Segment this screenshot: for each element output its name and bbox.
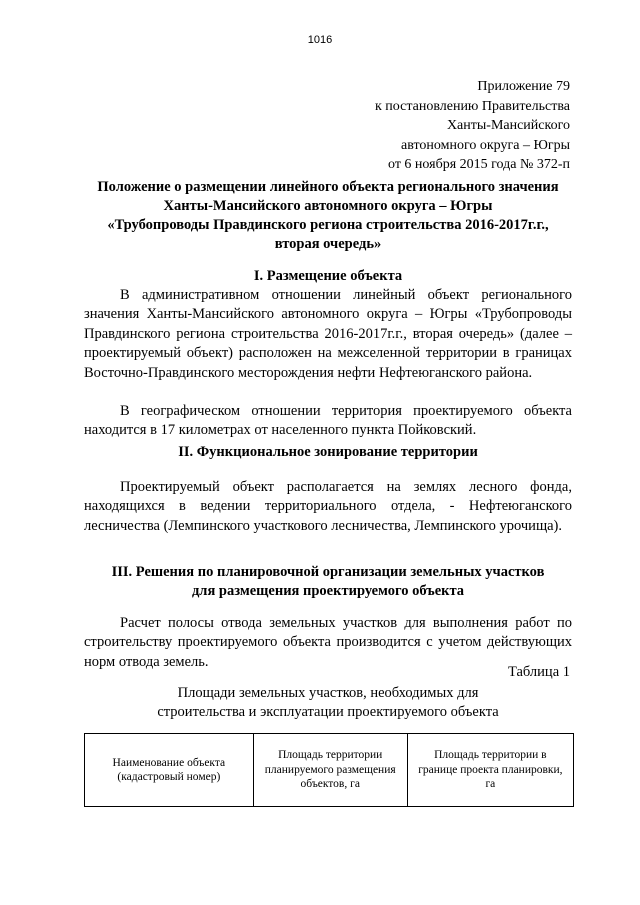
table-title: [84, 684, 572, 722]
section-2-paragraph-1: Проектируемый объект располагается на землях лесного фонда, находящихся в ведении территориального отдела, - Нефтеюганского лесничества (Лемпинского участкового лесничества, Лемпинского урочища).: [84, 479, 572, 534]
title-line: Ханты-Мансийского автономного округа – Югры: [163, 198, 493, 214]
appendix-line: от 6 ноября 2015 года № 372-п: [388, 157, 570, 172]
land-area-table: [84, 733, 574, 807]
title-line: «Трубопроводы Правдинского региона строительства 2016-2017г.г.,: [107, 217, 549, 233]
appendix-line: к постановлению Правительства: [374, 98, 570, 114]
table-header-cell: Площадь территории в границе проекта планировки, га: [407, 734, 573, 807]
appendix-block: [250, 77, 570, 175]
section-1-paragraph-1: В административном отношении линейный объект регионального значения Ханты-Мансийского автономного округа – Югры «Трубопроводы Правдинского региона строительства 2016-2017г.г., вторая очередь» (далее – проектируемый объект) расположен на межселенной территории в границах Восточно-Правдинского месторождения нефти Нефтеюганского района.: [84, 287, 572, 381]
section-1-heading: I. Размещение объекта: [253, 268, 403, 284]
section-3-heading: [84, 563, 572, 601]
appendix-line: Приложение 79: [477, 79, 570, 94]
table-label: Таблица 1: [507, 664, 570, 680]
section-3-paragraph-1: Расчет полосы отвода земельных участков для выполнения работ по строительству проектируемого объекта производится с учетом действующих норм отвода земель.: [84, 615, 572, 670]
table-title-line: Площади земельных участков, необходимых для: [177, 685, 479, 701]
section-2-heading: II. Функциональное зонирование территории: [178, 444, 478, 460]
section-3-heading-line: III. Решения по планировочной организации земельных участков: [111, 564, 545, 580]
section-3-heading-line: для размещения проектируемого объекта: [191, 583, 465, 599]
table-header-cell: Площадь территории планируемого размещения объектов, га: [253, 734, 407, 807]
table-header-row: [85, 734, 574, 807]
appendix-line: Ханты-Мансийского: [446, 118, 570, 133]
title-line: Положение о размещении линейного объекта регионального значения: [97, 179, 559, 195]
page-number: 1016: [307, 34, 333, 46]
table-header-cell: Наименование объекта (кадастровый номер): [85, 734, 254, 807]
title-line: вторая очередь»: [274, 236, 382, 252]
section-1-paragraph-2: В географическом отношении территория проектируемого объекта находится в 17 километрах от населенного пункта Пойковский.: [84, 403, 572, 439]
appendix-line: автономного округа – Югры: [401, 137, 570, 153]
table-title-line: строительства и эксплуатации проектируемого объекта: [157, 704, 499, 720]
document-title: [84, 178, 572, 254]
